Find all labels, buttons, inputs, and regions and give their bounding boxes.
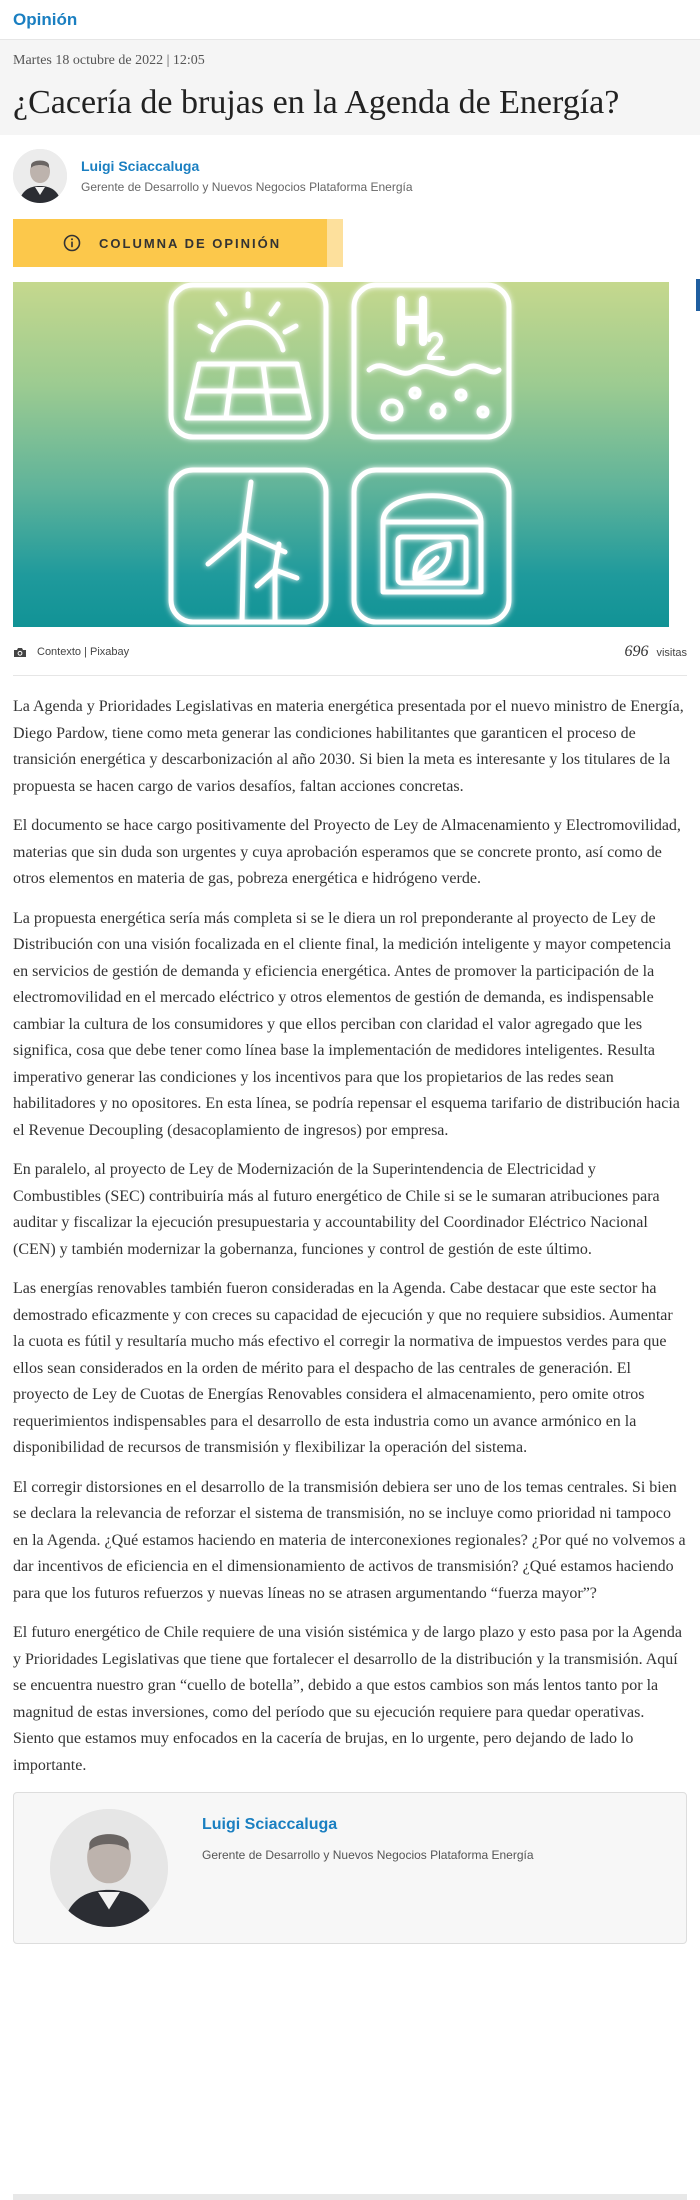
article-paragraph: El corregir distorsiones en el desarrollo de la transmisión debiera ser uno de los temas centrales. Si bien se declara la relevancia de reforzar el sistema de transmisión, no se incluye como prioridad ni tampoco en la Agenda. ¿Qué estamos haciendo en materia de interconexiones regionales? ¿Por qué no volvemos a dar incentivos de eficiencia en el dimensionamiento de activos de transmisión? ¿Qué estamos haciendo para que los futuros refuerzos y nuevas líneas no se atrasen argumentando “fuerza mayor”?: [13, 1478, 686, 1602]
author-role: Gerente de Desarrollo y Nuevos Negocios Plataforma Energía: [81, 180, 413, 194]
person-portrait-icon: [50, 1809, 168, 1927]
biomass-leaf-icon: [354, 470, 509, 622]
visits-label: visitas: [656, 647, 687, 659]
opinion-column-badge: [13, 219, 343, 267]
hydrogen-h2-icon: [354, 285, 509, 437]
article-paragraph: La propuesta energética sería más completa si se le diera un rol preponderante al proyecto de Ley de Distribución con una visión focalizada en el cliente final, la medición inteligente y mayor competencia en servicios de gestión de demanda y eficiencia energética. Antes de promover la participación de la electromovilidad en el mercado eléctrico y otros elementos de gestión de demanda, es indispensable cambiar la cultura de los consumidores y que ellos perciban con claridad el valor agregado que les significa, cosa que debe tener como línea base la implementación de medidores inteligentes. Resulta imperativo generar las condiciones y los incentivos para que los propietarios de las redes sean habilitadores y no opositores. En esta línea, se podría repensar el esquema tarifario de distribución hacia el Revenue Decoupling (desacoplamiento de ingresos) por empresa.: [13, 909, 680, 1139]
visits-count: 696: [624, 643, 649, 660]
top-bar: [0, 0, 700, 40]
author-name-link[interactable]: Luigi Sciaccaluga: [81, 158, 200, 174]
energy-illustration: [13, 282, 669, 627]
image-credit: [13, 646, 129, 658]
badge-label: COLUMNA DE OPINIÓN: [99, 235, 282, 251]
author-card-info: [202, 1816, 534, 1862]
badge-tail: [327, 219, 343, 267]
article-paragraph: El documento se hace cargo positivamente del Proyecto de Ley de Almacenamiento y Electromovilidad, materias que sin duda son urgentes y cuya aprobación esperamos que se concrete pronto, así como de otros elementos en materia de gas, pobreza energética e hidrógeno verde.: [13, 817, 681, 887]
hero-image: [13, 282, 669, 627]
badge-body: [13, 219, 327, 267]
image-credit-text: Contexto | Pixabay: [37, 646, 130, 658]
publish-date: Martes 18 octubre de 2022 | 12:05: [13, 53, 205, 68]
person-portrait-icon: [13, 149, 67, 203]
page-title: ¿Cacería de brujas en la Agenda de Energía?: [13, 84, 620, 121]
side-tab[interactable]: [696, 279, 700, 311]
author-card-name[interactable]: Luigi Sciaccaluga: [202, 1816, 338, 1833]
camera-icon: [13, 647, 27, 658]
author-card-role: Gerente de Desarrollo y Nuevos Negocios Plataforma Energía: [202, 1848, 534, 1862]
article-paragraph: Las energías renovables también fueron consideradas en la Agenda. Cabe destacar que este sector ha demostrado eficazmente y con creces su capacidad de ejecución y que no requiere subsidios. Aumentar la cuota es fútil y resultaría mucho más efectivo el corregir la normativa de impuestos verdes para que ellos sean considerados en la orden de mérito para el despacho de las centrales de generación. El proyecto de Ley de Cuotas de Energías Renovables considera el almacenamiento, pero omite otros requerimientos indispensables para el desarrollo de esta industria como un avance armónico en la disponibilidad de recursos de transmisión y flexibilizar la operación del sistema.: [13, 1280, 673, 1456]
visits-counter: [624, 643, 687, 661]
footer-strip: [13, 2194, 687, 2200]
solar-panel-icon: [171, 285, 326, 437]
section-link-opinion[interactable]: Opinión: [13, 10, 78, 29]
author-byline: [0, 135, 700, 203]
author-avatar[interactable]: [13, 149, 67, 203]
author-card-avatar[interactable]: [50, 1809, 168, 1927]
author-info: [81, 158, 413, 194]
article-header: [0, 40, 700, 135]
info-icon: [63, 234, 81, 252]
article-paragraph: En paralelo, al proyecto de Ley de Modernización de la Superintendencia de Electricidad y Combustibles (SEC) contribuiría más al futuro energético de Chile si se le sumaran atribuciones para auditar y fiscalizar la ejecución presupuestaria y accountability del Coordinador Eléctrico Nacional (CEN) y también modernizar la gobernanza, funciones y control de gestión de este último.: [13, 1161, 660, 1258]
wind-turbine-icon: [171, 470, 326, 622]
article-paragraph: El futuro energético de Chile requiere de una visión sistémica y de largo plazo y esto pasa por la Agenda y Prioridades Legislativas que tiene que fortalecer el desarrollo de la distribución y la transmisión. Aquí se encuentra nuestro gran “cuello de botella”, debido a que estos cambios son más lentos tanto por la magnitud de estas inversiones, como del período que su ejecución requiere para quedar operativas. Siento que estamos muy enfocados en la cacería de brujas, en lo urgente, pero dejando de lado lo importante.: [13, 1624, 682, 1774]
article-body: [0, 676, 700, 1779]
image-caption-row: [0, 627, 700, 663]
article-paragraph: La Agenda y Prioridades Legislativas en materia energética presentada por el nuevo ministro de Energía, Diego Pardow, tiene como meta generar las condiciones habilitantes que garanticen el proceso de transición energética y descarbonización al año 2030. Si bien la meta es interesante y los titulares de la propuesta se hacen cargo de varios desafíos, faltan acciones concretas.: [13, 698, 684, 795]
author-card: [13, 1792, 687, 1944]
